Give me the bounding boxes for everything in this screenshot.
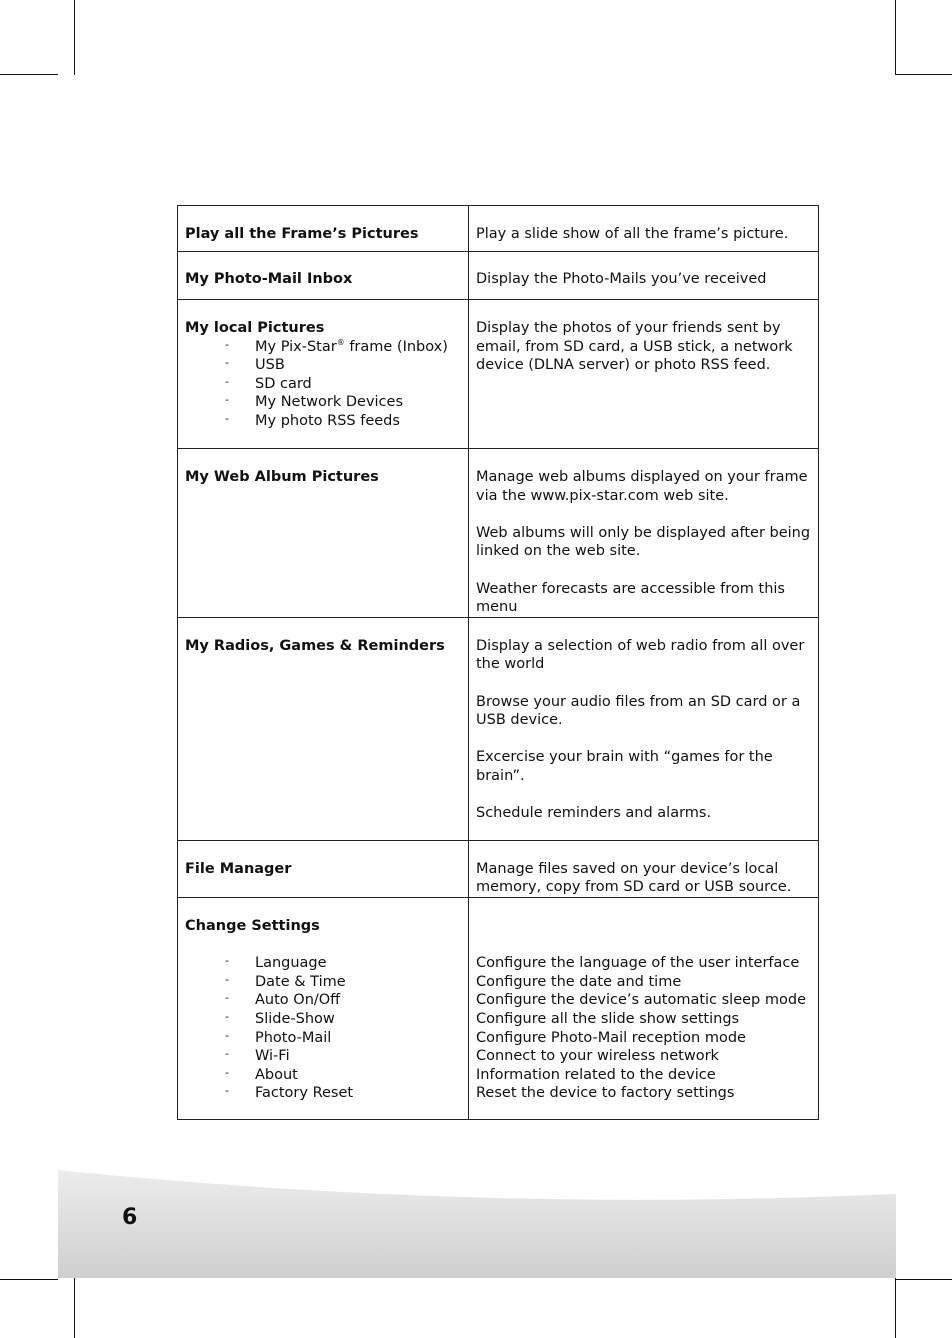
source-list (185, 338, 462, 431)
table-row (178, 897, 819, 1119)
row-description: Excercise your brain with “games for the brain”. (476, 749, 773, 784)
row-title-cell (178, 897, 469, 1119)
table-row (178, 252, 819, 300)
row-description: Browse your audio files from an SD card or a USB device. (476, 693, 801, 729)
row-title: My Radios, Games & Reminders (185, 637, 445, 654)
row-description: Display a selection of web radio from all over the world (476, 637, 805, 673)
table-row (178, 840, 819, 897)
list-item: - My Pix-Star® frame (Inbox) (225, 338, 462, 357)
row-title-cell (178, 449, 469, 618)
list-item: - Slide-Show (225, 1010, 462, 1029)
row-description: Web albums will only be displayed after being linked on the web site. (476, 524, 811, 560)
row-title: My Web Album Pictures (185, 469, 379, 485)
setting-description: Information related to the device (476, 1066, 716, 1083)
page-number: 6 (122, 1205, 138, 1230)
crop-mark (895, 1279, 952, 1280)
list-item: - About (225, 1066, 462, 1085)
crop-mark (895, 74, 952, 75)
list-item: - SD card (225, 375, 462, 394)
settings-list (185, 954, 462, 1103)
list-item: - Wi-Fi (225, 1047, 462, 1066)
row-description-cell (469, 840, 819, 897)
crop-mark (0, 1279, 58, 1280)
row-description: Display the photos of your friends sent by email, from SD card, a USB stick, a network device (DLNA server) or photo RSS feed. (476, 320, 793, 374)
list-item: - My photo RSS feeds (225, 412, 462, 431)
row-title: My Photo-Mail Inbox (185, 271, 353, 287)
row-title-cell (178, 252, 469, 300)
setting-description: Configure the date and time (476, 973, 682, 990)
list-item: - Date & Time (225, 973, 462, 992)
crop-mark (895, 0, 896, 75)
table-row (178, 300, 819, 449)
table-row (178, 617, 819, 840)
row-description-cell (469, 449, 819, 618)
registered-mark: ® (336, 337, 345, 347)
crop-mark (74, 0, 75, 75)
row-title-cell (178, 300, 469, 449)
row-description: Display the Photo-Mails you’ve received (476, 271, 767, 287)
setting-description: Reset the device to factory settings (476, 1085, 735, 1102)
list-item: - Photo-Mail (225, 1029, 462, 1048)
table-row (178, 206, 819, 252)
row-description-cell (469, 206, 819, 252)
list-item: - Auto On/Off (225, 991, 462, 1010)
crop-mark (0, 74, 58, 75)
row-title-cell (178, 206, 469, 252)
row-description: Schedule reminders and alarms. (476, 805, 712, 822)
setting-description: Configure all the slide show settings (476, 1010, 740, 1027)
setting-description: Configure Photo-Mail reception mode (476, 1029, 746, 1046)
row-description-cell (469, 300, 819, 449)
row-description: Weather forecasts are accessible from this menu (476, 580, 785, 616)
list-item: - USB (225, 356, 462, 375)
row-description-cell (469, 617, 819, 840)
list-item: - My Network Devices (225, 393, 462, 412)
footer-band (58, 1168, 896, 1278)
row-title: My local Pictures (185, 320, 325, 336)
row-title: Play all the Frame’s Pictures (185, 226, 419, 242)
setting-description: Configure the device’s automatic sleep mode (476, 992, 806, 1009)
setting-description: Configure the language of the user interface (476, 955, 800, 972)
setting-description: Connect to your wireless network (476, 1048, 719, 1065)
table-row (178, 449, 819, 618)
row-title-cell (178, 617, 469, 840)
list-item: - Language (225, 954, 462, 973)
row-description: Play a slide show of all the frame’s picture. (476, 226, 789, 242)
row-title: Change Settings (185, 917, 320, 934)
row-description-cell (469, 252, 819, 300)
row-description: Manage files saved on your device’s local memory, copy from SD card or USB source. (476, 860, 792, 896)
menu-table (177, 205, 819, 1120)
row-description: Manage web albums displayed on your frame via the www.pix-star.com web site. (476, 469, 808, 504)
list-item: - Factory Reset (225, 1084, 462, 1103)
row-title: File Manager (185, 860, 292, 877)
row-description-cell (469, 897, 819, 1119)
row-title-cell (178, 840, 469, 897)
